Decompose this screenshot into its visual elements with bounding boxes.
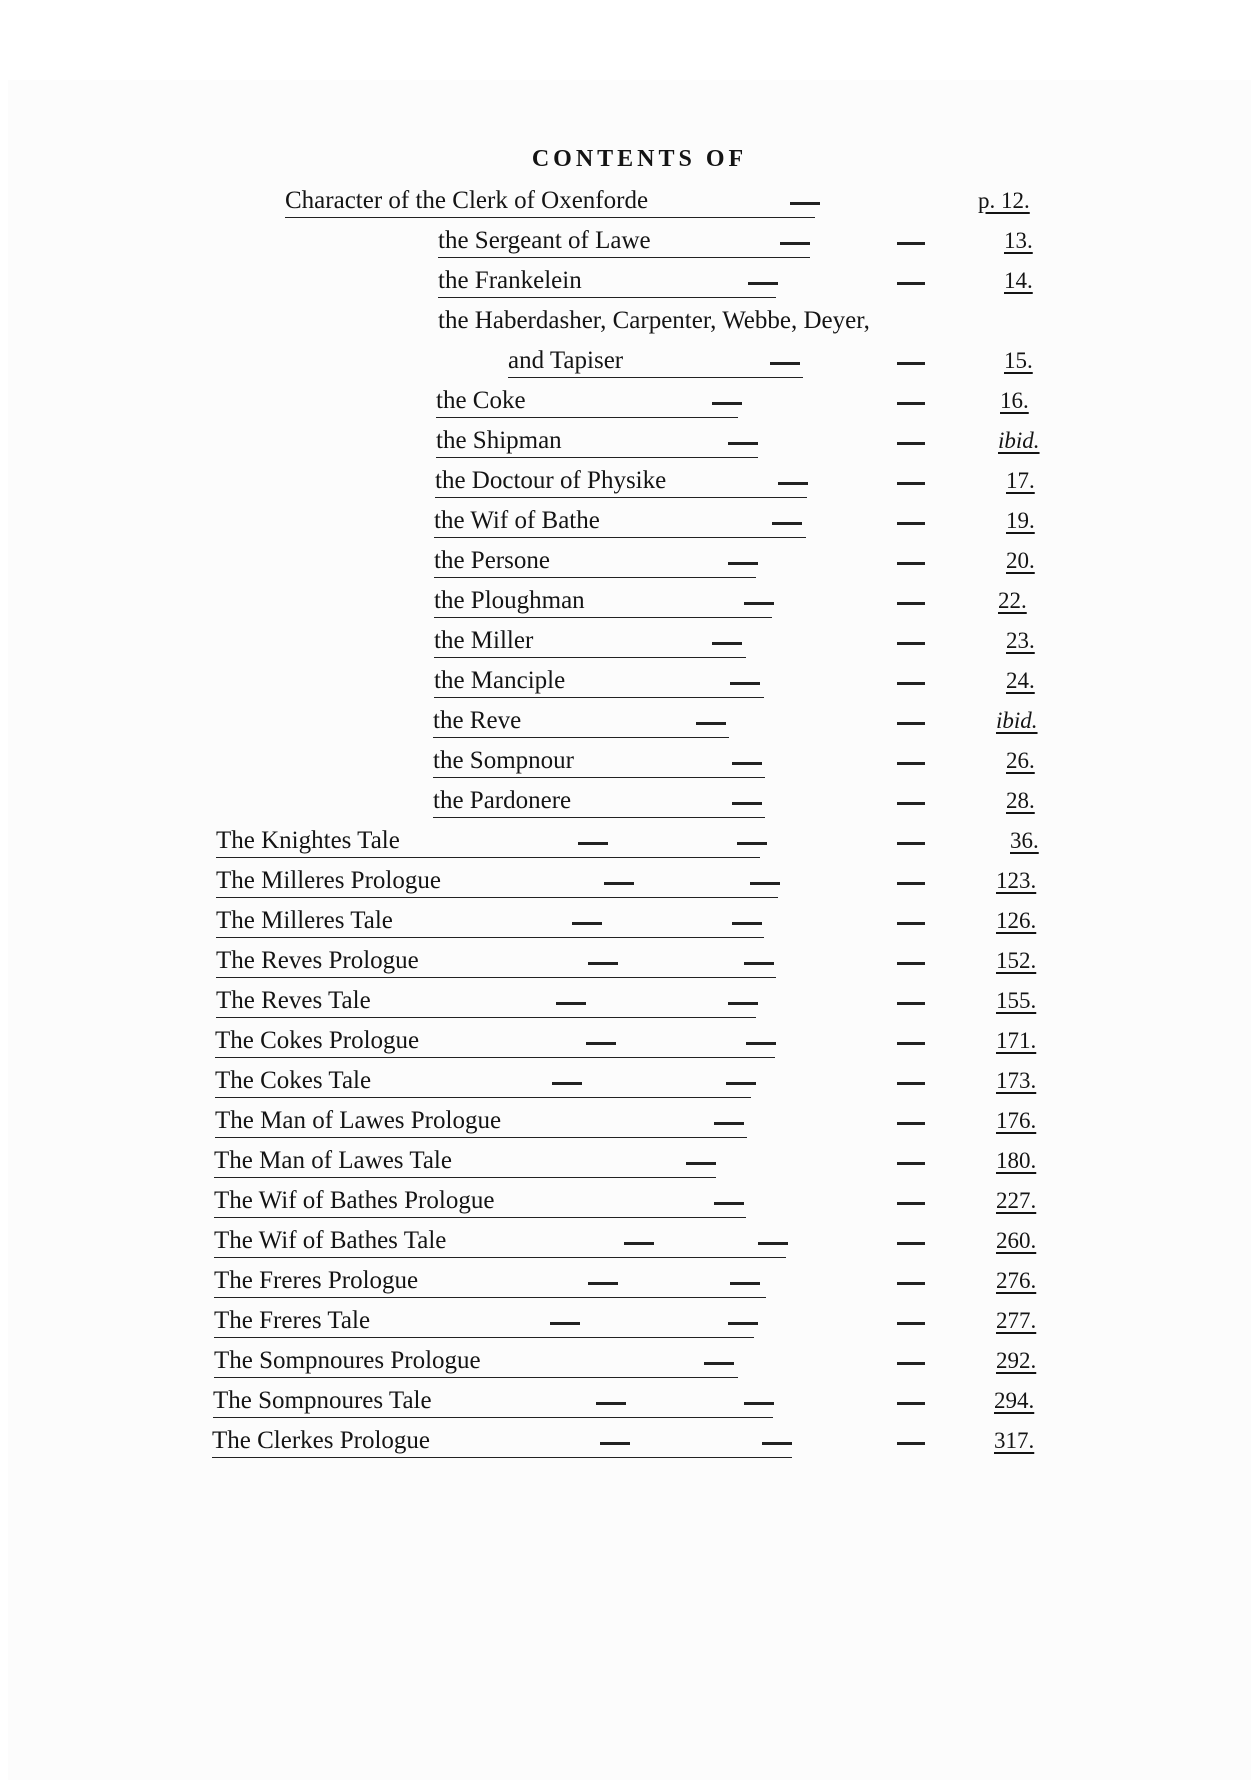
toc-entry: [0, 906, 1259, 942]
toc-entry-label: The Sompnoures Prologue: [214, 1347, 481, 1374]
toc-entry: [0, 666, 1259, 702]
leader-dash: [897, 922, 925, 925]
toc-entry-label: The Cokes Prologue: [215, 1027, 420, 1054]
toc-entry: [0, 1066, 1259, 1102]
leader-dash: [572, 922, 602, 925]
leader-dash: [728, 1002, 758, 1005]
toc-entry-title: [215, 1066, 751, 1098]
toc-entry-label: the Pardonere: [433, 787, 572, 814]
leader-dash: [604, 882, 634, 885]
toc-entry-title: [214, 1346, 738, 1378]
toc-page-number: 317.: [994, 1428, 1035, 1453]
toc-page-number: 152.: [996, 948, 1037, 973]
toc-entry-title: [438, 306, 993, 337]
toc-entry: [0, 826, 1259, 862]
toc-entry-title: [434, 626, 746, 658]
toc-entry-title: [434, 666, 764, 698]
toc-entry-title: [433, 746, 765, 778]
leader-dash: [758, 1242, 788, 1245]
toc-entry-title: [215, 1026, 775, 1058]
toc-page-number: 173.: [996, 1068, 1037, 1093]
toc-entry: [0, 1186, 1259, 1222]
toc-entry: [0, 1226, 1259, 1262]
toc-entry-label: the Wif of Bathe: [434, 507, 600, 534]
toc-entry: [0, 346, 1259, 382]
leader-dash: [897, 362, 925, 365]
leader-dash: [696, 722, 726, 725]
toc-entry-label: the Miller: [434, 627, 534, 654]
toc-entry-label: the Sergeant of Lawe: [438, 227, 651, 254]
leader-dash: [744, 1402, 774, 1405]
leader-dash: [748, 282, 778, 285]
leader-dash: [728, 442, 758, 445]
toc-page-number: ibid.: [996, 708, 1038, 733]
leader-dash: [897, 842, 925, 845]
leader-dash: [897, 1242, 925, 1245]
leader-dash: [746, 1042, 776, 1045]
toc-entry-title: [216, 866, 778, 898]
toc-entry-label: the Coke: [436, 387, 526, 414]
toc-page-number: 23.: [1006, 628, 1035, 653]
leader-dash: [772, 522, 802, 525]
leader-dash: [732, 802, 762, 805]
leader-dash: [897, 1402, 925, 1405]
toc-entry-label: The Reves Tale: [216, 987, 371, 1014]
toc-entry: [0, 1426, 1259, 1462]
toc-page-number: 24.: [1006, 668, 1035, 693]
toc-page-number: p. 12.: [978, 188, 1030, 213]
toc-entry-label: the Manciple: [434, 667, 566, 694]
toc-entry: [0, 306, 1259, 342]
leader-dash: [897, 722, 925, 725]
toc-entry-label: The Milleres Prologue: [216, 867, 441, 894]
leader-dash: [552, 1082, 582, 1085]
leader-dash: [732, 922, 762, 925]
leader-dash: [730, 682, 760, 685]
toc-entry: [0, 786, 1259, 822]
toc-page-number: 22.: [998, 588, 1027, 613]
toc-entry-title: [212, 1426, 792, 1458]
leader-dash: [550, 1322, 580, 1325]
toc-entry: [0, 466, 1259, 502]
toc-entry: [0, 1146, 1259, 1182]
leader-dash: [744, 962, 774, 965]
toc-entry-title: [433, 706, 729, 738]
leader-dash: [897, 602, 925, 605]
leader-dash: [897, 1322, 925, 1325]
toc-entry-label: the Reve: [433, 707, 522, 734]
toc-entry-title: [214, 1146, 716, 1178]
toc-entry-title: [433, 786, 765, 818]
toc-page-number: 28.: [1006, 788, 1035, 813]
leader-dash: [897, 522, 925, 525]
toc-entry-title: [216, 826, 760, 858]
leader-dash: [897, 1282, 925, 1285]
toc-entry-title: [436, 386, 738, 418]
leader-dash: [586, 1042, 616, 1045]
leader-dash: [897, 682, 925, 685]
toc-entry-title: [285, 186, 815, 218]
toc-page-number: 26.: [1006, 748, 1035, 773]
toc-entry: [0, 426, 1259, 462]
toc-entry: [0, 1026, 1259, 1062]
toc-entry-title: [213, 1386, 773, 1418]
toc-entry: [0, 1106, 1259, 1142]
toc-entry-label: The Freres Prologue: [214, 1267, 419, 1294]
toc-entry: [0, 266, 1259, 302]
leader-dash: [714, 1122, 744, 1125]
toc-entry-label: and Tapiser: [508, 347, 624, 374]
toc-entry-label: The Clerkes Prologue: [212, 1427, 431, 1454]
leader-dash: [897, 402, 925, 405]
leader-dash: [762, 1442, 792, 1445]
toc-entry: [0, 626, 1259, 662]
toc-entry-label: the Doctour of Physike: [435, 467, 667, 494]
toc-entry-label: The Milleres Tale: [216, 907, 393, 934]
toc-entry-title: [438, 266, 776, 298]
toc-entry-title: [215, 1106, 747, 1138]
toc-page-number: 294.: [994, 1388, 1035, 1413]
leader-dash: [897, 442, 925, 445]
leader-dash: [588, 962, 618, 965]
toc-entry-title: [214, 1306, 754, 1338]
toc-entry-title: [438, 226, 810, 258]
leader-dash: [897, 1442, 925, 1445]
leader-dash: [728, 562, 758, 565]
toc-page-number: 277.: [996, 1308, 1037, 1333]
leader-dash: [596, 1402, 626, 1405]
toc-entry: [0, 1306, 1259, 1342]
toc-entry: [0, 986, 1259, 1022]
leader-dash: [726, 1082, 756, 1085]
toc-page-number: 171.: [996, 1028, 1037, 1053]
page-heading: CONTENTS OF: [531, 146, 748, 172]
toc-page-number: 227.: [996, 1188, 1037, 1213]
toc-entry-title: [216, 946, 776, 978]
toc-entry-title: [434, 586, 772, 618]
toc-entry-title: [434, 506, 806, 538]
leader-dash: [897, 482, 925, 485]
toc-entry-label: The Cokes Tale: [215, 1067, 372, 1094]
toc-entry: [0, 1346, 1259, 1382]
toc-page-number: ibid.: [998, 428, 1040, 453]
leader-dash: [714, 1202, 744, 1205]
toc-page-number: 126.: [996, 908, 1037, 933]
leader-dash: [897, 802, 925, 805]
leader-dash: [897, 282, 925, 285]
leader-dash: [712, 402, 742, 405]
toc-entry-label: Character of the Clerk of Oxenforde: [285, 187, 649, 214]
leader-dash: [897, 242, 925, 245]
leader-dash: [728, 1322, 758, 1325]
toc-entry: [0, 506, 1259, 542]
toc-entry-label: The Wif of Bathes Prologue: [214, 1187, 495, 1214]
toc-entry: [0, 586, 1259, 622]
leader-dash: [778, 482, 808, 485]
leader-dash: [704, 1362, 734, 1365]
toc-entry: [0, 946, 1259, 982]
toc-entry-label: The Wif of Bathes Tale: [214, 1227, 447, 1254]
toc-entry: [0, 1266, 1259, 1302]
toc-entry: [0, 1386, 1259, 1422]
leader-dash: [897, 642, 925, 645]
toc-entry-label: the Ploughman: [434, 587, 585, 614]
toc-entry: [0, 186, 1259, 222]
leader-dash: [897, 1082, 925, 1085]
toc-entry-title: [434, 546, 756, 578]
toc-page-number: 155.: [996, 988, 1037, 1013]
toc-entry-title: [216, 986, 756, 1018]
toc-entry-title: [214, 1186, 746, 1218]
toc-entry-title: [508, 346, 803, 378]
toc-entry-title: [214, 1226, 786, 1258]
leader-dash: [730, 1282, 760, 1285]
leader-dash: [897, 562, 925, 565]
leader-dash: [770, 362, 800, 365]
leader-dash: [744, 602, 774, 605]
leader-dash: [732, 762, 762, 765]
toc-entry: [0, 866, 1259, 902]
leader-dash: [897, 762, 925, 765]
toc-entry-title: [436, 426, 758, 458]
toc-entry: [0, 746, 1259, 782]
toc-page-number: 292.: [996, 1348, 1037, 1373]
toc-page-number: 36.: [1010, 828, 1039, 853]
toc-entry-label: The Man of Lawes Prologue: [215, 1107, 502, 1134]
toc-entry-label: The Knightes Tale: [216, 827, 400, 854]
leader-dash: [600, 1442, 630, 1445]
toc-entry-label: the Shipman: [436, 427, 562, 454]
toc-entry-label: the Frankelein: [438, 267, 582, 294]
leader-dash: [712, 642, 742, 645]
toc-page-number: 176.: [996, 1108, 1037, 1133]
leader-dash: [897, 1362, 925, 1365]
leader-dash: [578, 842, 608, 845]
toc-page-number: 17.: [1006, 468, 1035, 493]
toc-page-number: 15.: [1004, 348, 1033, 373]
leader-dash: [897, 882, 925, 885]
toc-entry-label: The Freres Tale: [214, 1307, 371, 1334]
toc-entry: [0, 706, 1259, 742]
toc-entry-label: The Sompnoures Tale: [213, 1387, 432, 1414]
leader-dash: [588, 1282, 618, 1285]
leader-dash: [897, 1122, 925, 1125]
toc-entry-title: [214, 1266, 766, 1298]
toc-entry: [0, 386, 1259, 422]
leader-dash: [790, 202, 820, 205]
toc-page-number: 180.: [996, 1148, 1037, 1173]
leader-dash: [624, 1242, 654, 1245]
toc-entry-label: The Man of Lawes Tale: [214, 1147, 452, 1174]
leader-dash: [556, 1002, 586, 1005]
leader-dash: [686, 1162, 716, 1165]
toc-page-number: 13.: [1004, 228, 1033, 253]
toc-page-number: 20.: [1006, 548, 1035, 573]
toc-page-number: 16.: [1000, 388, 1029, 413]
leader-dash: [750, 882, 780, 885]
leader-dash: [737, 842, 767, 845]
toc-entry-label: the Sompnour: [433, 747, 574, 774]
toc-page-number: 276.: [996, 1268, 1037, 1293]
toc-entry: [0, 546, 1259, 582]
leader-dash: [897, 962, 925, 965]
leader-dash: [897, 1162, 925, 1165]
toc-page-number: 123.: [996, 868, 1037, 893]
leader-dash: [780, 242, 810, 245]
toc-entry-title: [216, 906, 764, 938]
leader-dash: [897, 1002, 925, 1005]
toc-page-number: 19.: [1006, 508, 1035, 533]
toc-entry-label: The Reves Prologue: [216, 947, 419, 974]
leader-dash: [897, 1042, 925, 1045]
toc-entry-title: [435, 466, 807, 498]
toc-entry-label: the Persone: [434, 547, 550, 574]
leader-dash: [897, 1202, 925, 1205]
toc-page-number: 260.: [996, 1228, 1037, 1253]
toc-page-number: 14.: [1004, 268, 1033, 293]
toc-entry-label: the Haberdasher, Carpenter, Webbe, Deyer,: [438, 307, 870, 334]
toc-entry: [0, 226, 1259, 262]
